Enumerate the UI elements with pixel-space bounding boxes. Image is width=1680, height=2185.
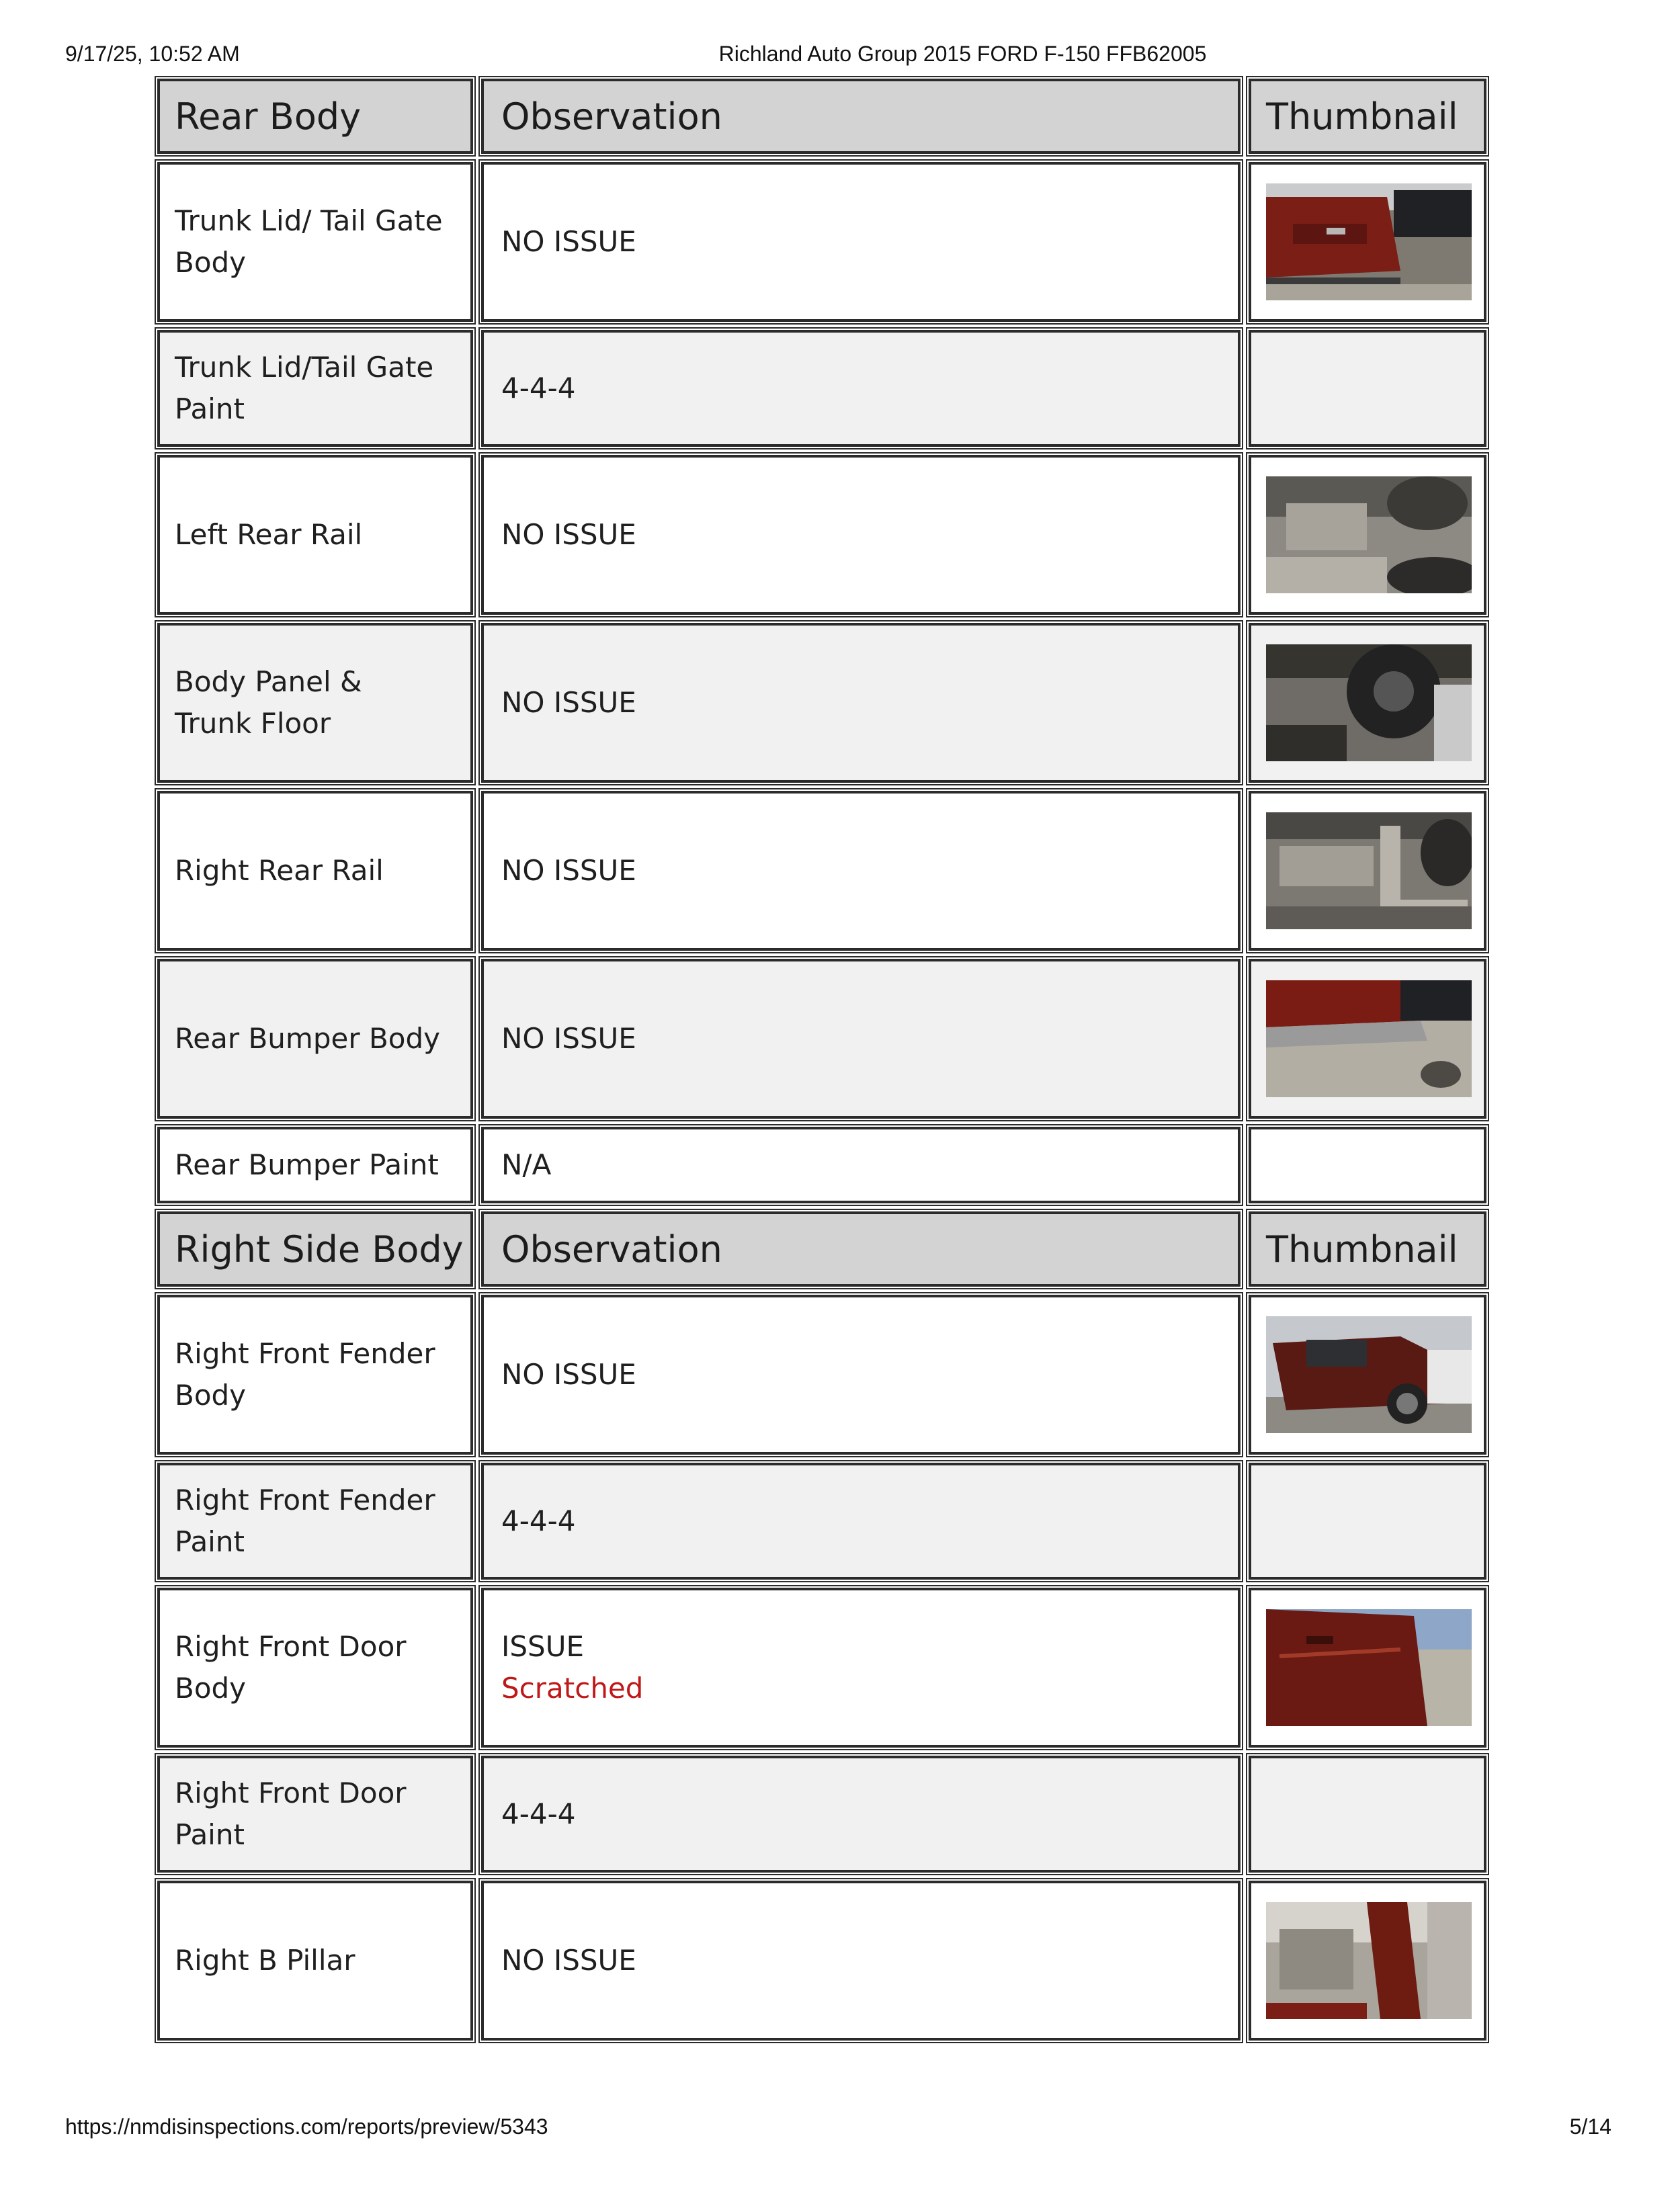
thumbnail-cell (1249, 1463, 1486, 1580)
item-label-cell (157, 623, 473, 783)
item-label-cell (157, 1756, 473, 1873)
table-row (155, 162, 1499, 322)
item-label-cell (157, 162, 473, 322)
item-label: Right Front Fender Body (175, 1337, 435, 1412)
print-datetime: 9/17/25, 10:52 AM (65, 42, 240, 66)
observation-heading: Observation (501, 95, 722, 138)
item-label-cell (157, 1127, 473, 1203)
observation-text: NO ISSUE (501, 225, 636, 258)
trunk-floor-photo[interactable] (1266, 644, 1472, 761)
observation-cell (481, 791, 1241, 951)
print-url[interactable]: https://nmdisinspections.com/reports/preview/5343 (65, 2114, 548, 2139)
thumbnail-cell (1249, 791, 1486, 951)
item-label-cell (157, 1463, 473, 1580)
right-rear-rail-photo[interactable] (1266, 812, 1472, 929)
observation-text: 4-4-4 (501, 1797, 576, 1830)
observation-cell (481, 162, 1241, 322)
observation-cell (481, 1588, 1241, 1748)
item-label-cell (157, 1588, 473, 1748)
observation-text: NO ISSUE (501, 1944, 636, 1977)
right-door-photo[interactable] (1266, 1609, 1472, 1726)
print-footer (0, 2114, 1680, 2141)
left-rear-rail-photo[interactable] (1266, 476, 1472, 593)
thumbnail-cell (1249, 1881, 1486, 2041)
observation-text: NO ISSUE (501, 1022, 636, 1055)
observation-text: NO ISSUE (501, 1358, 636, 1391)
observation-text: NO ISSUE (501, 854, 636, 887)
observation-heading-cell (481, 79, 1241, 154)
table-row (155, 1463, 1499, 1580)
item-label: Rear Bumper Paint (175, 1148, 439, 1181)
table-row (155, 1756, 1499, 1873)
table-row (155, 1295, 1499, 1455)
observation-cell (481, 1881, 1241, 2041)
item-label: Trunk Lid/ Tail Gate Body (175, 204, 443, 279)
table-row (155, 1588, 1499, 1748)
observation-cell (481, 1127, 1241, 1203)
thumbnail-cell (1249, 623, 1486, 783)
observation-cell (481, 1295, 1241, 1455)
right-fender-photo[interactable] (1266, 1316, 1472, 1433)
observation-heading: Observation (501, 1228, 722, 1271)
item-label-cell (157, 959, 473, 1119)
item-label: Left Rear Rail (175, 518, 363, 551)
thumbnail-cell (1249, 1588, 1486, 1748)
thumbnail-heading: Thumbnail (1266, 95, 1458, 138)
thumbnail-cell (1249, 959, 1486, 1119)
print-title: Richland Auto Group 2015 FORD F-150 FFB62005 (718, 42, 1207, 66)
observation-text: NO ISSUE (501, 686, 636, 719)
page-number: 5/14 (1569, 2114, 1611, 2139)
observation-text: 4-4-4 (501, 372, 576, 404)
observation-text: 4-4-4 (501, 1504, 576, 1537)
observation-cell (481, 330, 1241, 447)
observation-heading-cell (481, 1211, 1241, 1287)
item-label: Right Front Door Body (175, 1630, 407, 1705)
item-label-cell (157, 1295, 473, 1455)
observation-cell (481, 455, 1241, 615)
table-row (155, 330, 1499, 447)
table-row (155, 455, 1499, 615)
item-label-cell (157, 455, 473, 615)
item-label-cell (157, 791, 473, 951)
observation-cell (481, 623, 1241, 783)
observation-cell (481, 1756, 1241, 1873)
item-label: Right B Pillar (175, 1944, 355, 1977)
observation-cell (481, 1463, 1241, 1580)
observation-text: NO ISSUE (501, 518, 636, 551)
item-label: Right Rear Rail (175, 854, 384, 887)
thumbnail-cell (1249, 1756, 1486, 1873)
observation-text (501, 1626, 643, 1709)
table-row (155, 959, 1499, 1119)
table-row (155, 1881, 1499, 2041)
thumbnail-heading-cell (1249, 1211, 1486, 1287)
section-heading-cell (157, 1211, 473, 1287)
issue-status: ISSUE (501, 1630, 584, 1663)
thumbnail-cell (1249, 162, 1486, 322)
observation-text: N/A (501, 1148, 552, 1181)
thumbnail-cell (1249, 455, 1486, 615)
b-pillar-photo[interactable] (1266, 1902, 1472, 2019)
item-label: Rear Bumper Body (175, 1022, 440, 1055)
thumbnail-heading: Thumbnail (1266, 1228, 1458, 1271)
section-heading: Right Side Body (175, 1228, 464, 1271)
table-row (155, 1127, 1499, 1203)
item-label: Trunk Lid/Tail Gate Paint (175, 351, 434, 425)
thumbnail-cell (1249, 330, 1486, 447)
thumbnail-heading-cell (1249, 79, 1486, 154)
thumbnail-cell (1249, 1295, 1486, 1455)
tailgate-photo[interactable] (1266, 183, 1472, 300)
rear-bumper-photo[interactable] (1266, 980, 1472, 1097)
item-label-cell (157, 1881, 473, 2041)
item-label-cell (157, 330, 473, 447)
item-label: Right Front Fender Paint (175, 1484, 435, 1558)
section-heading-cell (157, 79, 473, 154)
observation-cell (481, 959, 1241, 1119)
damage-description: Scratched (501, 1672, 644, 1705)
table-row (155, 623, 1499, 783)
section-heading: Rear Body (175, 95, 362, 138)
thumbnail-cell (1249, 1127, 1486, 1203)
item-label: Body Panel & Trunk Floor (175, 665, 362, 740)
section-header-right-side-body (155, 1211, 1499, 1287)
section-header-rear-body (155, 79, 1499, 154)
item-label: Right Front Door Paint (175, 1776, 407, 1851)
table-row (155, 791, 1499, 951)
print-header (0, 42, 1680, 69)
